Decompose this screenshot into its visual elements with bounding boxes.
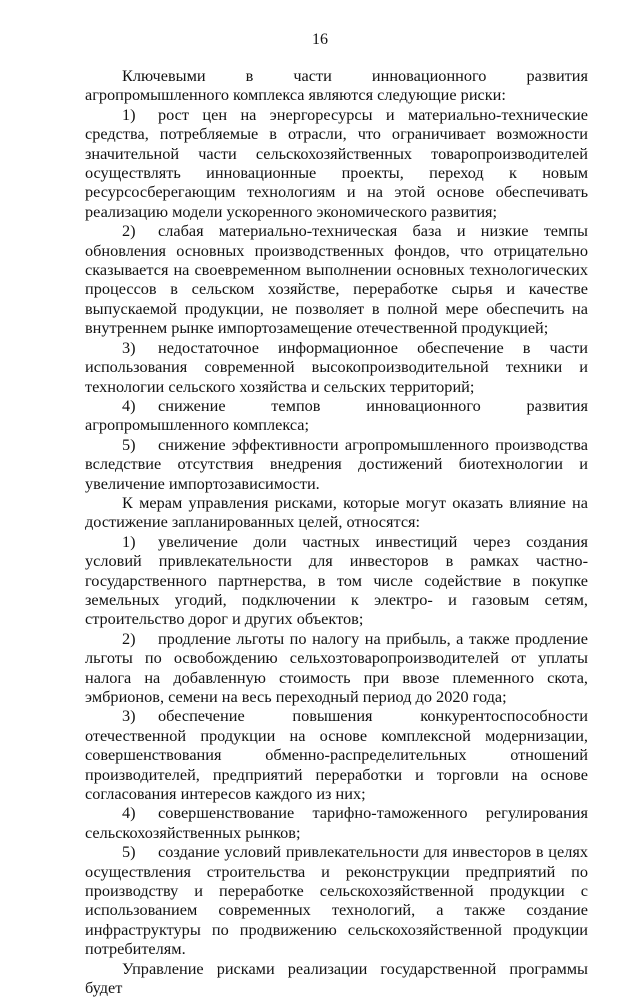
item-text: увеличение доли частных инвестиций через создания условий привлекательности для инвесторов в рамках частно-государственного партнерства, в том числе содействие в покупке земельных угодий, подключении к электро- и газовым сетям, строительство дорог и других объектов; [85,531,588,629]
item-text: недостаточное информационное обеспечение в части использования современной высокопроизводительной техники и технологии сельского хозяйства и сельских территорий; [85,337,588,396]
item-text: совершенствование тарифно-таможенного регулирования сельскохозяйственных рынков; [85,803,588,842]
risk-item-4 [85,396,588,435]
risk-item-1 [85,105,588,221]
item-number: 5) [122,842,136,862]
item-text: продление льготы по налогу на прибыль, а также продление льготы по освобождению сельхозтоваропроизводителей от уплаты налога на добавленную стоимость при ввозе племенного скота, эмбрионов, семени на весь переходный период до 2020 года; [85,628,588,706]
item-number: 1) [122,531,136,551]
item-text: слабая материально-техническая база и низкие темпы обновления основных производственных фондов, что отрицательно сказывается на своевременном выполнении основных технологических процессов в сельском хозяйстве, переработке сырья и качестве выпускаемой продукции, не позволяет в полной мере обеспечить на внутреннем рынке импортозамещение отечественной продукцией; [85,221,588,338]
measure-item-2 [85,629,588,707]
item-number: 5) [122,434,136,454]
intro-paragraph [85,66,588,105]
paragraph-text: Ключевыми в части инновационного развития агропромышленного комплекса являются следующие риски: [85,66,588,105]
closing-paragraph [85,959,588,998]
page-number: 16 [312,31,328,48]
item-number: 1) [122,104,136,124]
item-number: 3) [122,706,136,726]
item-number: 3) [122,337,136,357]
item-number: 2) [122,628,136,648]
item-number: 4) [122,395,136,415]
item-number: 2) [122,221,136,241]
measure-item-1 [85,532,588,629]
risk-item-3 [85,338,588,396]
measure-item-5 [85,842,588,958]
paragraph-text: Управление рисками реализации государственной программы будет [85,958,588,998]
item-text: обеспечение повышения конкурентоспособности отечественной продукции на основе комплексной модернизации, совершенствования обменно-распределительных отношений производителей, предприятий переработки и торговли на основе согласования интересов каждого из них; [85,706,588,804]
item-number: 4) [122,803,136,823]
item-text: снижение темпов инновационного развития агропромышленного комплекса; [85,395,588,435]
item-text: снижение эффективности агропромышленного производства вследствие отсутствия внедрения достижений биотехнологии и увеличение импортозависимости. [85,434,588,493]
item-text: создание условий привлекательности для инвесторов в целях осуществления строительства и реконструкции предприятий по производству и переработке сельскохозяйственной продукции с использованием современных технологий, а также создание инфраструктуры по продвижению сельскохозяйственной продукции потребителям. [85,842,588,959]
item-text: рост цен на энергоресурсы и материально-технические средства, потребляемые в отрасли, что ограничивает возможности значительной части сельскохозяйственных товаропроизводителей осуществлять инновационные проекты, переход к новым ресурсосберегающим технологиям и на этой основе обеспечивать реализацию модели ускоренного экономического развития; [85,104,588,221]
measure-item-3 [85,706,588,803]
measures-paragraph [85,493,588,532]
risk-item-5 [85,435,588,493]
document-body [85,66,588,998]
risk-item-2 [85,221,588,337]
paragraph-text: К мерам управления рисками, которые могут оказать влияние на достижение запланированных целей, относятся: [85,492,588,532]
measure-item-4 [85,803,588,842]
